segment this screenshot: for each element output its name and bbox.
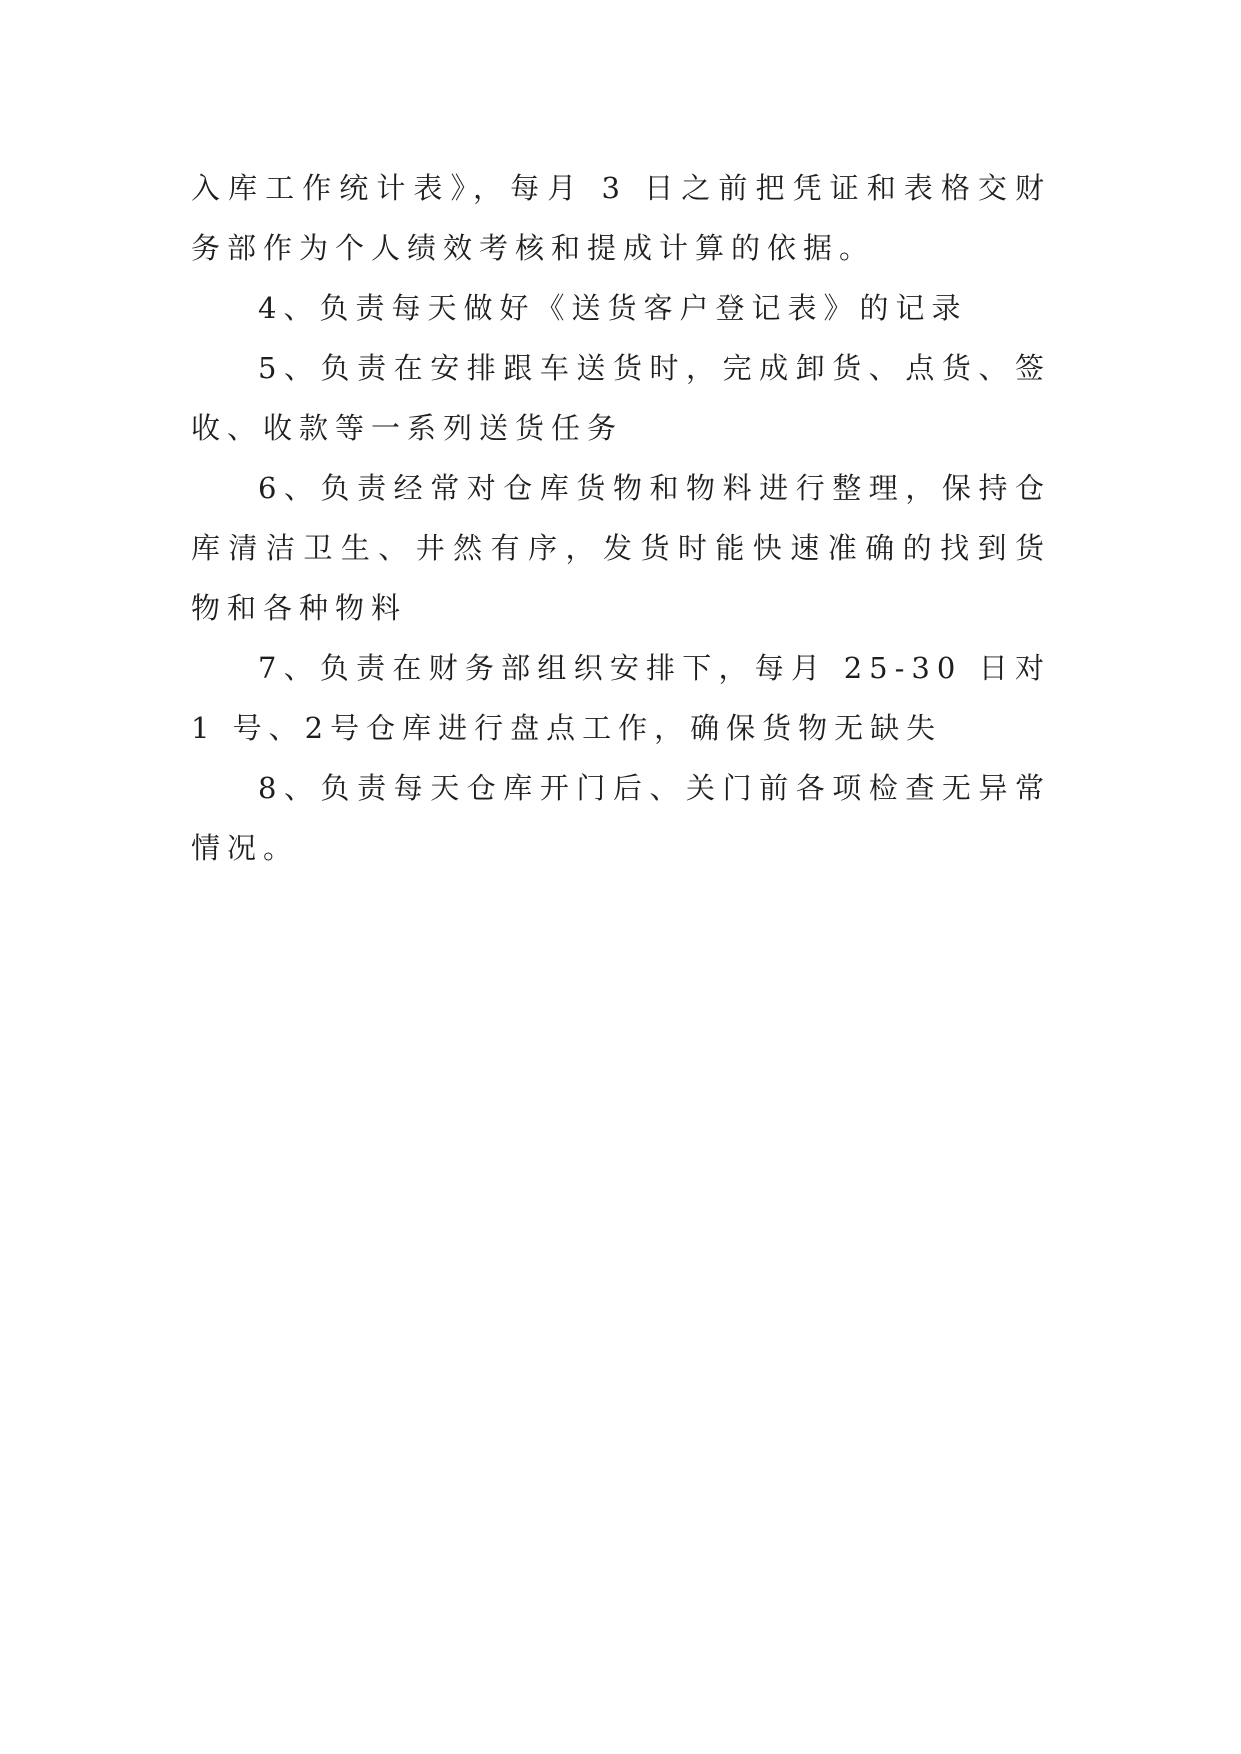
paragraph-item-7: 7、负责在财务部组织安排下，每月 25-30 日对 1 号、2号仓库进行盘点工作，确保货物无缺失 [191, 651, 1051, 745]
paragraph-item-4: 4、负责每天做好《送货客户登记表》的记录 [258, 291, 968, 325]
paragraph-continued-item-3: 入库工作统计表》，每月 3 日之前把凭证和表格交财务部作为个人绩效考核和提成计算的依据。 [191, 171, 1051, 265]
paragraph-item-5: 5、负责在安排跟车送货时，完成卸货、点货、签收、收款等一系列送货任务 [191, 351, 1051, 445]
paragraph-item-6: 6、负责经常对仓库货物和物料进行整理，保持仓库清洁卫生、井然有序，发货时能快速准确的找到货物和各种物料 [191, 471, 1051, 625]
document-body [191, 158, 1051, 878]
paragraph-item-8: 8、负责每天仓库开门后、关门前各项检查无异常情况。 [191, 771, 1051, 865]
